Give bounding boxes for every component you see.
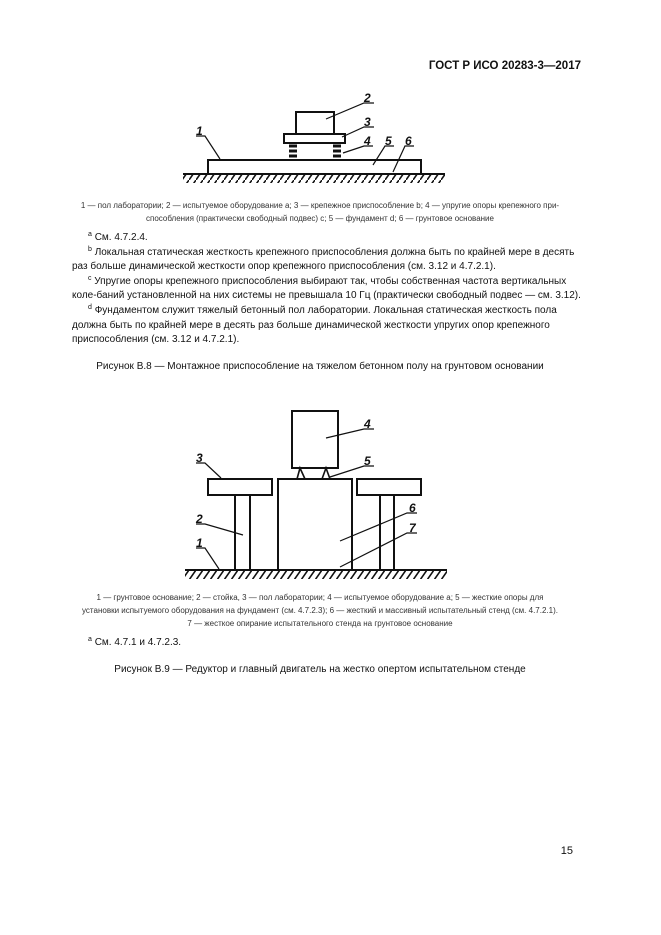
foundation: [208, 160, 421, 174]
test-stand: [278, 479, 352, 570]
footnote-a: $^a$ См. 4.7.1 и 4.7.2.3.: [88, 636, 182, 648]
fig9-label-1: 1: [196, 536, 203, 550]
equipment-box: [292, 411, 338, 468]
page-number: 15: [560, 845, 573, 857]
right-table: [357, 479, 421, 495]
figure-b9-text: [40, 591, 600, 676]
fig9-label-7: 7: [409, 521, 416, 535]
figure-b9-caption: Рисунок В.9 — Редуктор и главный двигатель на жестко опертом испытательном стенде: [114, 663, 526, 675]
fig9-label-6: 6: [409, 501, 416, 515]
fig9-label-4: 4: [364, 417, 371, 431]
figure-b8-notes: [72, 231, 592, 348]
fig9-label-5: 5: [364, 454, 371, 468]
spring-right: [333, 146, 341, 156]
figure-b8-text: [40, 199, 600, 373]
fixture-plate: [284, 134, 345, 143]
footnote-a: $^a$ См. 4.7.2.4.: [88, 231, 148, 243]
legend-line: способления (практически свободный подвес) c; 5 — фундамент d; 6 — грунтовое основание: [146, 214, 494, 223]
ground-hatch: [183, 174, 445, 183]
figure-b9-notes: [72, 636, 592, 651]
fig8-label-2: 2: [364, 91, 371, 105]
ground-hatch: [185, 570, 447, 579]
rigid-supports: [297, 468, 330, 479]
legend-line: 1 — грунтовое основание; 2 — стойка, 3 — пол лаборатории; 4 — испытуемое оборудование a; 5 — жесткие опоры для: [96, 593, 544, 602]
legend-line: 1 — пол лаборатории; 2 — испытуемое оборудование a; 3 — крепежное приспособление b; 4 — упругие опоры крепежного при-: [80, 201, 560, 210]
footnote-d: $^d$ Фундаментом служит тяжелый бетонный пол лаборатории. Локальная статическая жесткость пола должна быть по крайней мере в десять раз больше динамической жесткости упругих опор крепежного приспособления (см. 3.12 и 4.7.2.1).: [72, 303, 557, 346]
legend-line: установки испытуемого оборудования на фундамент (см. 4.7.2.3); 6 — жесткий и массивный испытательный стенд (см. 4.7.2.1).: [82, 606, 558, 615]
fig8-label-6: 6: [405, 134, 412, 148]
legend-line: 7 — жесткое опирание испытательного стенда на грунтовое основание: [187, 619, 453, 628]
equipment-box: [296, 112, 334, 134]
figure-b9-diagram: [185, 411, 447, 579]
footnote-c: $^c$ Упругие опоры крепежного приспособления выбирают так, чтобы собственная частота вертикальных коле-баний установленной на них системы не превышала 10 Гц (практически свободный подвес — см. 3.12).: [72, 274, 581, 302]
figure-b8-caption: Рисунок В.8 — Монтажное приспособление на тяжелом бетонном полу на грунтовом основании: [96, 360, 544, 372]
fig8-label-1: 1: [196, 124, 203, 138]
fig8-label-3: 3: [364, 115, 371, 129]
fig8-label-5: 5: [385, 134, 392, 148]
fig9-label-2: 2: [196, 512, 203, 526]
spring-left: [289, 146, 297, 156]
standard-header: ГОСТ Р ИСО 20283-3—2017: [428, 60, 581, 72]
figure-b8-legend: [40, 199, 600, 225]
left-table: [208, 479, 272, 495]
fig9-label-3: 3: [196, 451, 203, 465]
footnote-b: $^b$ Локальная статическая жесткость крепежного приспособления должна быть по крайней мере в десять раз больше динамической жесткости опор крепежного приспособления (см. 3.12 и 4.7.2.1).: [72, 245, 575, 273]
figure-b9-legend: [40, 591, 600, 630]
fig8-label-4: 4: [364, 134, 371, 148]
